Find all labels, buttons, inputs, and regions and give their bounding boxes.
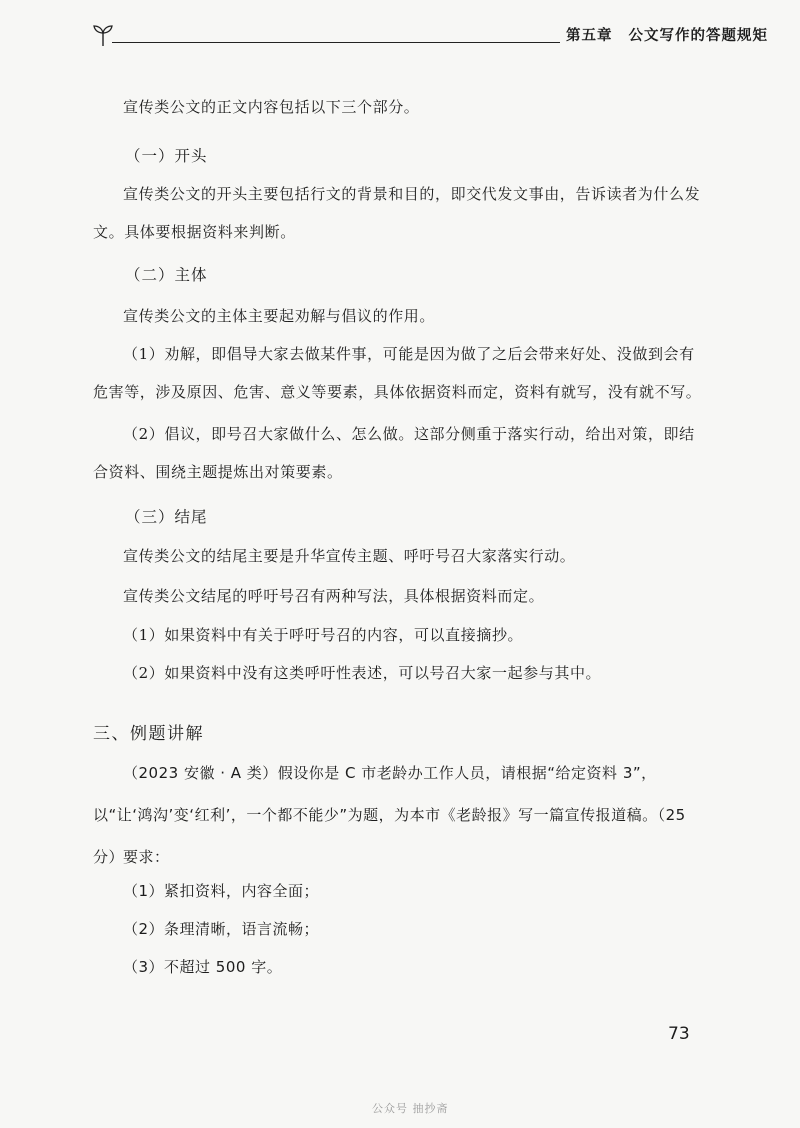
chapter-number: 第五章 bbox=[566, 28, 613, 44]
running-header bbox=[92, 20, 768, 50]
example-question: （2023 安徽 · A 类）假设你是 C 市老龄办工作人员，请根据“给定资料 3”，以“让‘鸿沟’变‘红利’，一个都不能少”为题，为本市《老龄报》写一篇宣传报道稿。（25 分） bbox=[93, 764, 686, 866]
requirements-label: 要求： bbox=[123, 848, 170, 866]
intro-paragraph: 宣传类公文的正文内容包括以下三个部分。 bbox=[123, 98, 420, 116]
requirement-3: （3）不超过 500 字。 bbox=[123, 958, 283, 976]
part2-heading: （二）主体 bbox=[125, 266, 208, 284]
requirement-2: （2）条理清晰，语言流畅； bbox=[123, 920, 320, 938]
requirement-1: （1）紧扣资料，内容全面； bbox=[123, 882, 320, 900]
part3-item-2: （2）如果资料中没有这类呼吁性表述，可以号召大家一起参与其中。 bbox=[123, 664, 602, 682]
part2-item-1: （1）劝解，即倡导大家去做某件事，可能是因为做了之后会带来好处、没做到会有危害等，涉及原因、危害、意义等要素，具体依据资料而定，资料有就写，没有就不写。 bbox=[93, 345, 702, 401]
sprout-icon bbox=[92, 22, 114, 48]
chapter-name: 公文写作的答题规矩 bbox=[628, 28, 768, 44]
part3-item-1: （1）如果资料中有关于呼吁号召的内容，可以直接摘抄。 bbox=[123, 626, 524, 644]
part2-item-2: （2）倡议，即号召大家做什么、怎么做。这部分侧重于落实行动，给出对策，即结合资料、围绕主题提炼出对策要素。 bbox=[93, 425, 695, 481]
part3-heading: （三）结尾 bbox=[125, 508, 208, 526]
watermark: 公众号 抽抄斋 bbox=[372, 1102, 449, 1115]
part1-paragraph: 宣传类公文的开头主要包括行文的背景和目的，即交代发文事由，告诉读者为什么发文。具体要根据资料来判断。 bbox=[93, 185, 701, 241]
section-heading: 三、例题讲解 bbox=[93, 724, 204, 744]
part2-paragraph: 宣传类公文的主体主要起劝解与倡议的作用。 bbox=[123, 307, 436, 325]
header-rule bbox=[112, 42, 560, 43]
part3-paragraph-2: 宣传类公文结尾的呼吁号召有两种写法，具体根据资料而定。 bbox=[123, 587, 545, 605]
chapter-title bbox=[566, 24, 768, 45]
part3-paragraph-1: 宣传类公文的结尾主要是升华宣传主题、呼吁号召大家落实行动。 bbox=[123, 547, 576, 565]
part1-heading: （一）开头 bbox=[125, 147, 208, 165]
page-number: 73 bbox=[668, 1024, 690, 1044]
